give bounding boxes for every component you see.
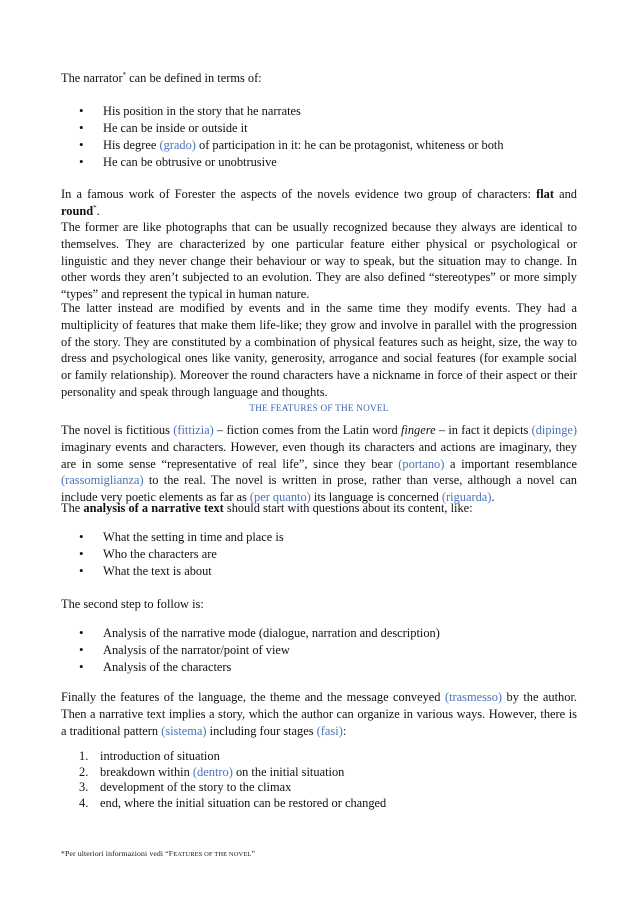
content-questions-list — [61, 529, 577, 580]
list-item: 1. introduction of situation — [79, 749, 220, 763]
list-item: • Analysis of the narrative mode (dialogue, narration and description) — [61, 625, 577, 642]
list-item: • His position in the story that he narrates — [61, 103, 577, 120]
list-item: • What the text is about — [61, 563, 577, 580]
paragraph-flat: The former are like photographs that can be usually recognized because they always are identical to themselves. They are characterized by one particular feature either physical or psychological or linguistic and they never change their behaviour or way to speak, but the situation may to change. In other words they aren’t subjected to an evolution. They are also defined “stereotypes” or more simply “types” and represent the typical in human nature. — [61, 220, 577, 302]
footnote: *Per ulteriori informazioni vedi “FEATURES OF THE NOVEL” — [61, 849, 256, 858]
list-item: 2. breakdown within (dentro) on the initial situation — [79, 764, 345, 779]
list-item: • What the setting in time and place is — [61, 529, 577, 546]
paragraph-second-step: The second step to follow is: — [61, 597, 204, 611]
stages-list — [61, 748, 577, 810]
list-item: • His degree (grado) of participation in it: he can be protagonist, whiteness or both — [61, 137, 577, 154]
list-item: • Analysis of the characters — [61, 659, 577, 676]
list-item: • He can be inside or outside it — [61, 120, 577, 137]
paragraph-analysis: The analysis of a narrative text should start with questions about its content, like: — [61, 501, 473, 515]
list-item: 4. end, where the initial situation can be restored or changed — [79, 795, 387, 810]
narrator-list — [61, 103, 577, 171]
section-heading: THE FEATURES OF THE NOVEL — [249, 403, 389, 413]
list-item: • He can be obtrusive or unobtrusive — [61, 154, 577, 171]
second-step-list — [61, 625, 577, 676]
list-item: 3. development of the story to the climax — [79, 780, 292, 795]
paragraph-novel: The novel is fictitious (fittizia) – fiction comes from the Latin word fingere – in fact it depicts (dipinge) imaginary events and characters. However, even though its characters and actions are imaginary, they are in some sense “representative of real life”, since they bear (portano) a important resemblance (rassomiglianza) to the real. The novel is written in prose, rather than verse, although a novel can include very poetic elements as far as (per quanto) its language is concerned (riguarda). — [61, 423, 578, 505]
list-item: • Analysis of the narrator/point of view — [61, 642, 577, 659]
paragraph-round: The latter instead are modified by events and in the same time they modify events. They had a multiplicity of features that make them life-like; they grow and involve in parallel with the progression of the story. They are constituted by a combination of physical features such as height, size, the way to dress and psychological ones like vanity, generosity, arrogance and social features (for example social or family relationship). Moreover the round characters have a nickname in force of their aspect or their personality and speak through language and thoughts. — [61, 301, 577, 399]
paragraph-characters: In a famous work of Forester the aspects of the novels evidence two group of characters: flat and round*. — [61, 187, 577, 218]
list-item: • Who the characters are — [61, 546, 577, 563]
paragraph-language: Finally the features of the language, the theme and the message conveyed (trasmesso) by the author. Then a narrative text implies a story, which the author can organize in various ways. However, there is a traditional pattern (sistema) including four stages (fasi): — [61, 690, 577, 738]
intro-line: The narrator* can be defined in terms of: — [61, 70, 262, 85]
